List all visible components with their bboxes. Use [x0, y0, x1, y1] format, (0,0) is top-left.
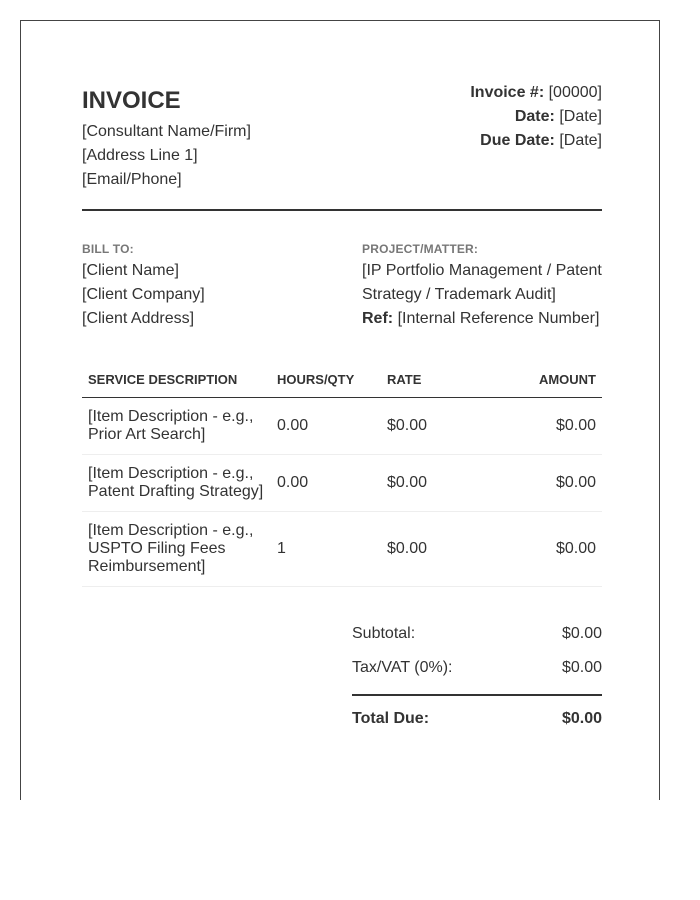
- row-amount: $0.00: [513, 398, 602, 455]
- col-qty-header: HOURS/QTY: [271, 361, 381, 398]
- bill-to-label: BILL TO:: [82, 242, 134, 256]
- invoice-date-value: [Date]: [559, 108, 602, 125]
- tax-value: $0.00: [561, 659, 602, 676]
- row-description: [Item Description - e.g., USPTO Filing Fees Reimbursement]: [82, 512, 271, 587]
- client-company: [Client Company]: [82, 286, 205, 303]
- project-ref: [362, 307, 607, 331]
- project-text: [IP Portfolio Management / Patent Strategy / Trademark Audit]: [362, 262, 602, 303]
- invoice-date-label: Date:: [514, 108, 555, 125]
- col-amount-header: AMOUNT: [513, 361, 602, 398]
- table-row: [82, 455, 602, 512]
- subtotal-row: [352, 617, 602, 651]
- totals-block: [352, 617, 602, 736]
- consultant-info: [82, 120, 251, 192]
- row-qty: 0.00: [271, 455, 381, 512]
- consultant-contact: [Email/Phone]: [82, 171, 182, 188]
- table-row: [82, 512, 602, 587]
- row-description: [Item Description - e.g., Patent Drafting Strategy]: [82, 455, 271, 512]
- table-row: [82, 398, 602, 455]
- tax-label: Tax/VAT (0%):: [352, 659, 453, 676]
- row-description: [Item Description - e.g., Prior Art Search]: [82, 398, 271, 455]
- invoice-number-value: [00000]: [548, 84, 602, 101]
- subtotal-value: $0.00: [561, 625, 602, 642]
- total-due-value: $0.00: [561, 710, 602, 727]
- row-rate: $0.00: [381, 398, 513, 455]
- bill-to-lines: [82, 259, 342, 331]
- row-amount: $0.00: [513, 455, 602, 512]
- invoice-date: [470, 105, 602, 129]
- client-name: [Client Name]: [82, 262, 179, 279]
- project-lines: [362, 259, 607, 331]
- row-rate: $0.00: [381, 512, 513, 587]
- project-label: PROJECT/MATTER:: [362, 242, 479, 256]
- col-description-header: SERVICE DESCRIPTION: [82, 361, 271, 398]
- ref-value: [Internal Reference Number]: [397, 310, 600, 327]
- invoice-page: [20, 20, 660, 800]
- invoice-title: INVOICE: [82, 87, 181, 114]
- row-qty: 1: [271, 512, 381, 587]
- project-block: [362, 242, 607, 331]
- service-table: [82, 361, 602, 587]
- tax-row: [352, 651, 602, 685]
- invoice-number: [470, 81, 602, 105]
- table-header-row: [82, 361, 602, 398]
- invoice-meta: [470, 81, 602, 153]
- due-date-label: Due Date:: [480, 132, 555, 149]
- bill-to-block: [82, 242, 342, 331]
- header-divider: [82, 209, 602, 211]
- col-rate-header: RATE: [381, 361, 513, 398]
- row-amount: $0.00: [513, 512, 602, 587]
- consultant-address: [Address Line 1]: [82, 147, 198, 164]
- invoice-due-date: [470, 129, 602, 153]
- ref-label: Ref:: [362, 310, 394, 327]
- client-address: [Client Address]: [82, 310, 195, 327]
- due-date-value: [Date]: [559, 132, 602, 149]
- total-due-row: [352, 702, 602, 736]
- totals-divider: [352, 694, 602, 696]
- row-rate: $0.00: [381, 455, 513, 512]
- consultant-name: [Consultant Name/Firm]: [82, 123, 251, 140]
- subtotal-label: Subtotal:: [352, 625, 416, 642]
- invoice-number-label: Invoice #:: [470, 84, 545, 101]
- total-due-label: Total Due:: [352, 710, 430, 727]
- row-qty: 0.00: [271, 398, 381, 455]
